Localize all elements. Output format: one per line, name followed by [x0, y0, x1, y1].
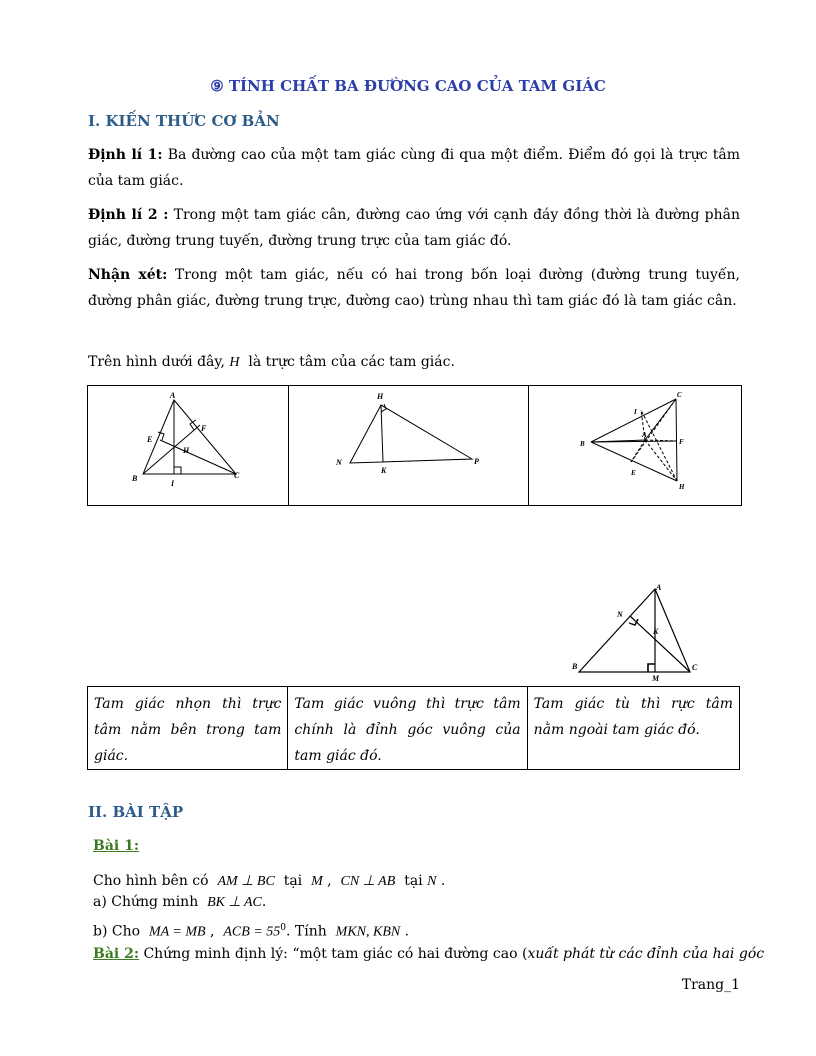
ex1-text-4: a) Chứng minh: [93, 894, 199, 910]
figure-table: [87, 385, 742, 506]
figure-cell-obtuse: [529, 386, 742, 506]
ex1-math-8: MKN, KBN: [335, 924, 401, 940]
section-heading-2: II. BÀI TẬP: [88, 803, 184, 821]
exercise-2-label: Bài 2:: [93, 946, 140, 962]
ex1-math-2: M: [311, 874, 323, 889]
ex1-text-1: Cho hình bên có: [93, 873, 209, 889]
ex1-text-2: tại: [283, 873, 303, 889]
fig3-label-f: F: [679, 438, 684, 446]
fig3-label-i: I: [634, 408, 637, 416]
ex1-math-4: N: [427, 874, 437, 889]
ex1-text-3: tại: [404, 873, 423, 889]
fig4-label-n: N: [617, 610, 623, 619]
exercise-1-line-2: a) Chứng minh BK ⊥ AC.: [93, 894, 267, 910]
page-footer: Trang_1: [681, 977, 740, 993]
ex1-text-6: . Tính: [286, 923, 327, 940]
ex1-math-6: MA = MB: [148, 924, 206, 940]
theorem-2-text: Trong một tam giác cân, đường cao ứng với cạnh đáy đồng thời là đường phân giác, đường trung tuyến, đường trung trực của tam giác đó.: [88, 207, 740, 249]
exercise-1-line-1: Cho hình bên có AM ⊥ BC tại M , CN ⊥ AB tại N .: [93, 873, 446, 889]
fig1-label-b: B: [132, 474, 138, 483]
intro-line: [88, 349, 740, 376]
fig2-label-n: N: [336, 458, 342, 467]
caption-obtuse: Tam giác tù thì rực tâm nằm ngoài tam giác đó.: [533, 696, 733, 738]
fig4-label-b: B: [572, 662, 578, 671]
theorem-1-label: Định lí 1:: [88, 147, 163, 163]
fig4-label-c: C: [692, 663, 698, 672]
fig3-label-e: E: [631, 469, 636, 477]
fig3-label-c: C: [677, 391, 682, 399]
caption-cell-acute: [88, 687, 288, 770]
ex1-math-1: AM ⊥ BC: [217, 874, 275, 889]
remark-text: Trong một tam giác, nếu có hai trong bốn loại đường (đường trung tuyến, đường phân giác, đường trung trực, đường cao) trùng nhau thì tam giác đó là tam giác cân.: [88, 267, 740, 309]
fig2-label-h: H: [377, 392, 384, 401]
ex1-math-7: ACB = 55: [223, 924, 281, 940]
acute-triangle-figure: [88, 386, 288, 501]
fig1-label-i: I: [171, 479, 175, 488]
exercise-2-line: [93, 943, 764, 965]
fig1-label-h: H: [183, 446, 190, 455]
fig3-label-h: H: [679, 483, 685, 491]
caption-right: Tam giác vuông thì trực tâm chính là đỉnh góc vuông của tam giác đó.: [294, 696, 521, 764]
fig1-label-a: A: [170, 391, 176, 400]
caption-cell-obtuse: [527, 687, 739, 770]
exercise-1-figure: [566, 580, 706, 688]
remark-label: Nhận xét:: [88, 267, 168, 283]
fig1-label-e: E: [147, 435, 153, 444]
theorem-2: [88, 202, 740, 254]
right-triangle-figure: [289, 386, 528, 501]
exercise-1-line-3: b) Cho MA = MB , ACB = $55^0$. Tính MKN, KBN .: [93, 923, 410, 940]
remark: [88, 262, 740, 314]
fig4-label-m: M: [652, 674, 660, 683]
fig2-label-k: K: [381, 466, 387, 475]
section-heading-1: I. KIẾN THỨC CƠ BẢN: [88, 112, 280, 130]
theorem-2-label: Định lí 2 :: [88, 207, 169, 223]
fig3-label-a: A: [642, 431, 647, 439]
exercise-2-italic: xuất phát từ các đỉnh của hai góc: [527, 946, 765, 962]
ex1-math-5: BK ⊥ AC: [207, 895, 262, 910]
exercise-2-text: Chứng minh định lý: “một tam giác có hai đường cao (: [139, 946, 528, 962]
figure-cell-right: [289, 386, 529, 506]
ex1-degree: 0: [280, 923, 286, 933]
intro-var: H: [229, 355, 240, 370]
caption-acute: Tam giác nhọn thì trực tâm nằm bên trong tam giác.: [94, 696, 282, 764]
fig1-label-f: F: [201, 424, 207, 433]
ex1-math-3: CN ⊥ AB: [340, 874, 396, 889]
exercise-1-label: Bài 1:: [93, 838, 140, 854]
fig4-label-a: A: [656, 583, 662, 592]
theorem-1: [88, 142, 740, 194]
ex1-text-5: b) Cho: [93, 923, 141, 940]
obtuse-triangle-figure: [529, 386, 741, 501]
fig3-label-b: B: [580, 440, 585, 448]
caption-table: [87, 686, 740, 770]
fig1-label-c: C: [234, 471, 240, 480]
intro-before: Trên hình dưới đây,: [88, 354, 225, 370]
caption-cell-right: [288, 687, 527, 770]
fig2-label-p: P: [474, 457, 479, 466]
figure-cell-acute: [88, 386, 289, 506]
fig4-label-k: K: [653, 627, 659, 636]
page-title: ⑨ TÍNH CHẤT BA ĐƯỜNG CAO CỦA TAM GIÁC: [210, 77, 606, 95]
theorem-1-text: Ba đường cao của một tam giác cùng đi qua một điểm. Điểm đó gọi là trực tâm của tam giác.: [88, 147, 740, 189]
intro-after: là trực tâm của các tam giác.: [248, 354, 455, 370]
